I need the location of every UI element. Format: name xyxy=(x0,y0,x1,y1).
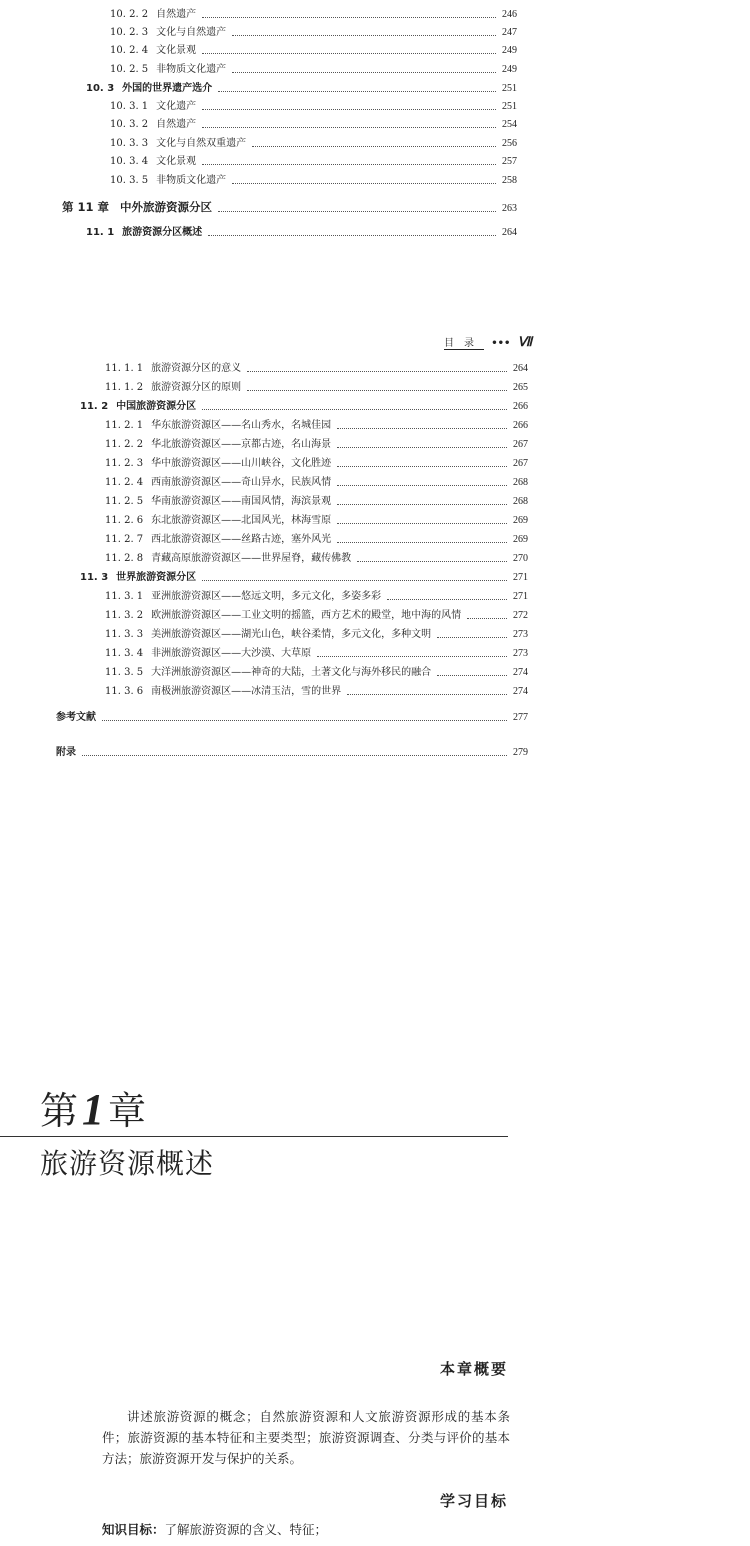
toc-dot-leader xyxy=(337,522,507,524)
toc-entry-page: 251 xyxy=(502,101,517,112)
toc-entry-title: 附录 xyxy=(56,747,76,758)
toc-entry-title: 文化景观 xyxy=(156,45,197,56)
toc-entry xyxy=(62,201,517,215)
toc-entry-page: 246 xyxy=(502,9,517,20)
toc-entry-number: 11. 3. 4 xyxy=(105,648,144,659)
toc-entry xyxy=(110,45,517,57)
toc-dot-leader xyxy=(337,484,507,486)
toc-entry-title: 非物质文化遗产 xyxy=(156,175,227,186)
toc-entry-title: 青藏高原旅游资源区——世界屋脊，藏传佛教 xyxy=(151,553,352,564)
toc-entry-number: 11. 3. 1 xyxy=(105,591,144,602)
toc-dot-leader xyxy=(202,126,496,128)
toc-entry-page: 249 xyxy=(502,64,517,75)
toc-entry-number: 10. 2. 3 xyxy=(110,27,149,38)
toc-entry-page: 263 xyxy=(502,203,517,214)
toc-entry-number: 11. 3. 6 xyxy=(105,686,144,697)
toc-entry xyxy=(105,420,528,432)
toc-entry xyxy=(105,515,528,527)
toc-dot-leader xyxy=(357,560,507,562)
toc-entry-page: 247 xyxy=(502,27,517,38)
toc-entry-page: 271 xyxy=(513,591,528,602)
toc-entry-number: 10. 3. 3 xyxy=(110,138,149,149)
toc-entry-title: 华东旅游资源区——名山秀水，名城佳园 xyxy=(151,420,332,431)
toc-entry xyxy=(105,458,528,470)
toc-entry xyxy=(110,27,517,39)
knowledge-label: 知识目标： xyxy=(102,1522,165,1537)
toc-dot-leader xyxy=(208,234,496,236)
toc-entry xyxy=(110,101,517,113)
toc-entry xyxy=(80,401,528,413)
toc-dot-leader xyxy=(202,16,496,18)
toc-entry-number: 11. 3 xyxy=(80,572,109,583)
toc-entry-title: 文化与自然双重遗产 xyxy=(156,138,247,149)
toc-entry-number: 10. 3. 4 xyxy=(110,156,149,167)
toc-entry-number: 10. 2. 4 xyxy=(110,45,149,56)
chapter-rule xyxy=(0,1136,508,1137)
toc-entry-title: 南极洲旅游资源区——冰清玉洁，雪的世界 xyxy=(151,686,342,697)
toc-entry xyxy=(110,156,517,168)
toc-entry-title: 参考文献 xyxy=(56,712,96,723)
toc-entry-title: 欧洲旅游资源区——工业文明的摇篮，西方艺术的殿堂，地中海的风情 xyxy=(151,610,462,621)
toc-entry-number: 11. 1. 1 xyxy=(105,363,144,374)
toc-entry-page: 257 xyxy=(502,156,517,167)
toc-entry xyxy=(110,119,517,131)
toc-entry-title: 文化景观 xyxy=(156,156,197,167)
toc-entry-page: 269 xyxy=(513,515,528,526)
toc-entry-page: 249 xyxy=(502,45,517,56)
toc-entry xyxy=(105,610,528,622)
toc-entry-page: 270 xyxy=(513,553,528,564)
toc-entry xyxy=(110,64,517,76)
toc-entry-page: 273 xyxy=(513,648,528,659)
toc-entry-page: 264 xyxy=(502,227,517,238)
toc-dot-leader xyxy=(337,503,507,505)
running-head-title: 目录 xyxy=(444,338,484,349)
toc-entry-number: 10. 3. 5 xyxy=(110,175,149,186)
toc-dot-leader xyxy=(387,598,507,600)
toc-entry xyxy=(105,439,528,451)
chapter-title: 旅游资源概述 xyxy=(40,1147,215,1180)
toc-entry-title: 文化遗产 xyxy=(156,101,197,112)
toc-entry-page: 279 xyxy=(513,747,528,758)
toc-entry-title: 华中旅游资源区——山川峡谷，文化胜迹 xyxy=(151,458,332,469)
toc-dot-leader xyxy=(437,674,507,676)
toc-entry-page: 272 xyxy=(513,610,528,621)
toc-entry xyxy=(105,534,528,546)
toc-entry xyxy=(105,477,528,489)
toc-dot-leader xyxy=(218,90,496,92)
toc-dot-leader xyxy=(202,579,507,581)
toc-entry xyxy=(86,227,517,239)
toc-entry-number: 11. 3. 2 xyxy=(105,610,144,621)
toc-entry-number: 10. 3. 2 xyxy=(110,119,149,130)
toc-entry xyxy=(56,747,528,759)
toc-dot-leader xyxy=(337,541,507,543)
toc-entry-number: 11. 2 xyxy=(80,401,109,412)
toc-entry-number: 11. 2. 6 xyxy=(105,515,144,526)
toc-entry xyxy=(105,629,528,641)
chapter-suffix: 章 xyxy=(108,1089,147,1133)
overview-text: 讲述旅游资源的概念；自然旅游资源和人文旅游资源形成的基本条件；旅游资源的基本特征和主要类型；旅游资源调查、分类与评价的基本方法；旅游资源开发与保护的关系。 xyxy=(102,1409,510,1466)
chapter-number: 1 xyxy=(82,1085,105,1134)
toc-entry-page: 277 xyxy=(513,712,528,723)
toc-entry xyxy=(105,648,528,660)
toc-entry-number: 10. 2. 2 xyxy=(110,9,149,20)
toc-entry xyxy=(105,363,528,375)
toc-entry-number: 11. 3. 5 xyxy=(105,667,144,678)
overview-heading: 本章概要 xyxy=(439,1360,508,1378)
toc-entry-number: 11. 2. 2 xyxy=(105,439,144,450)
toc-dot-leader xyxy=(347,693,507,695)
toc-entry-number: 11. 2. 7 xyxy=(105,534,144,545)
running-head-page: Ⅶ xyxy=(517,334,533,349)
toc-entry-number: 11. 2. 5 xyxy=(105,496,144,507)
chapter-label xyxy=(40,1080,146,1135)
toc-entry-number: 10. 3 xyxy=(86,83,115,94)
toc-entry-title: 世界旅游资源分区 xyxy=(116,572,197,583)
toc-dot-leader xyxy=(202,108,496,110)
toc-entry xyxy=(105,382,528,394)
toc-dot-leader xyxy=(247,389,507,391)
toc-entry-number: 11. 2. 1 xyxy=(105,420,144,431)
toc-dot-leader xyxy=(202,163,496,165)
toc-entry-number: 11. 2. 3 xyxy=(105,458,144,469)
toc-dot-leader xyxy=(437,636,507,638)
toc-entry xyxy=(105,667,528,679)
toc-entry xyxy=(105,496,528,508)
toc-dot-leader xyxy=(232,182,496,184)
toc-entry-title: 外国的世界遗产选介 xyxy=(122,83,213,94)
toc-entry-title: 自然遗产 xyxy=(156,9,197,20)
toc-entry-page: 268 xyxy=(513,477,528,488)
toc-dot-leader xyxy=(337,446,507,448)
toc-entry-title: 自然遗产 xyxy=(156,119,197,130)
toc-entry-title: 非洲旅游资源区——大沙漠、大草原 xyxy=(151,648,312,659)
toc-entry-title: 美洲旅游资源区——湖光山色，峡谷柔情，多元文化，多种文明 xyxy=(151,629,432,640)
toc-entry-title: 中外旅游资源分区 xyxy=(120,200,212,214)
toc-dot-leader xyxy=(337,427,507,429)
toc-entry-page: 254 xyxy=(502,119,517,130)
toc-entry-number: 11. 2. 8 xyxy=(105,553,144,564)
toc-entry-page: 273 xyxy=(513,629,528,640)
knowledge-text: 了解旅游资源的含义、特征； xyxy=(164,1522,328,1537)
toc-dot-leader xyxy=(202,52,496,54)
toc-entry-number: 11. 1. 2 xyxy=(105,382,144,393)
chapter-prefix: 第 xyxy=(40,1089,79,1133)
toc-entry-title: 西北旅游资源区——丝路古迹，塞外风光 xyxy=(151,534,332,545)
toc-dot-leader xyxy=(102,719,507,721)
toc-entry-number: 10. 3. 1 xyxy=(110,101,149,112)
toc-entry-title: 东北旅游资源区——北国风光，林海雪原 xyxy=(151,515,332,526)
toc-dot-leader xyxy=(467,617,507,619)
toc-entry-page: 274 xyxy=(513,686,528,697)
toc-entry xyxy=(86,83,517,95)
toc-entry xyxy=(105,591,528,603)
toc-entry-number: 11. 1 xyxy=(86,227,115,238)
toc-entry xyxy=(80,572,528,584)
toc-entry-page: 251 xyxy=(502,83,517,94)
toc-entry-page: 267 xyxy=(513,439,528,450)
toc-entry-number: 第 11 章 xyxy=(62,200,110,214)
toc-entry-title: 旅游资源分区的原则 xyxy=(151,382,242,393)
toc-entry-title: 华南旅游资源区——南国风情，海滨景观 xyxy=(151,496,332,507)
toc-entry-title: 文化与自然遗产 xyxy=(156,27,227,38)
toc-entry xyxy=(110,9,517,21)
toc-entry xyxy=(105,553,528,565)
toc-dot-leader xyxy=(247,370,507,372)
toc-entry-page: 269 xyxy=(513,534,528,545)
toc-entry-page: 265 xyxy=(513,382,528,393)
toc-entry-title: 中国旅游资源分区 xyxy=(116,401,197,412)
running-head xyxy=(444,334,532,350)
toc-dot-leader xyxy=(252,145,496,147)
toc-dot-leader xyxy=(218,210,496,212)
toc-dot-leader xyxy=(232,34,496,36)
knowledge-objective xyxy=(102,1520,327,1538)
toc-dot-leader xyxy=(317,655,507,657)
toc-entry-page: 266 xyxy=(513,420,528,431)
toc-dot-leader xyxy=(82,754,507,756)
toc-entry-page: 271 xyxy=(513,572,528,583)
toc-entry-page: 268 xyxy=(513,496,528,507)
toc-entry-page: 264 xyxy=(513,363,528,374)
objectives-heading: 学习目标 xyxy=(439,1492,508,1510)
toc-entry-page: 267 xyxy=(513,458,528,469)
toc-dot-leader xyxy=(232,71,496,73)
toc-entry-number: 10. 2. 5 xyxy=(110,64,149,75)
toc-entry-title: 西南旅游资源区——奇山异水，民族风情 xyxy=(151,477,332,488)
toc-entry-number: 11. 3. 3 xyxy=(105,629,144,640)
running-head-dots: ••• xyxy=(491,338,511,349)
toc-dot-leader xyxy=(337,465,507,467)
toc-entry-title: 旅游资源分区的意义 xyxy=(151,363,242,374)
toc-entry-title: 非物质文化遗产 xyxy=(156,64,227,75)
toc-entry xyxy=(110,175,517,187)
toc-entry-page: 258 xyxy=(502,175,517,186)
toc-entry-page: 266 xyxy=(513,401,528,412)
toc-entry-page: 274 xyxy=(513,667,528,678)
toc-entry xyxy=(110,138,517,150)
toc-entry-title: 亚洲旅游资源区——悠远文明，多元文化，多姿多彩 xyxy=(151,591,382,602)
toc-entry-number: 11. 2. 4 xyxy=(105,477,144,488)
toc-entry-page: 256 xyxy=(502,138,517,149)
toc-entry-title: 旅游资源分区概述 xyxy=(122,227,203,238)
toc-entry-title: 大洋洲旅游资源区——神奇的大陆，土著文化与海外移民的融合 xyxy=(151,667,432,678)
toc-entry xyxy=(105,686,528,698)
toc-dot-leader xyxy=(202,408,507,410)
toc-entry xyxy=(56,712,528,724)
toc-entry-title: 华北旅游资源区——京都古迹，名山海景 xyxy=(151,439,332,450)
